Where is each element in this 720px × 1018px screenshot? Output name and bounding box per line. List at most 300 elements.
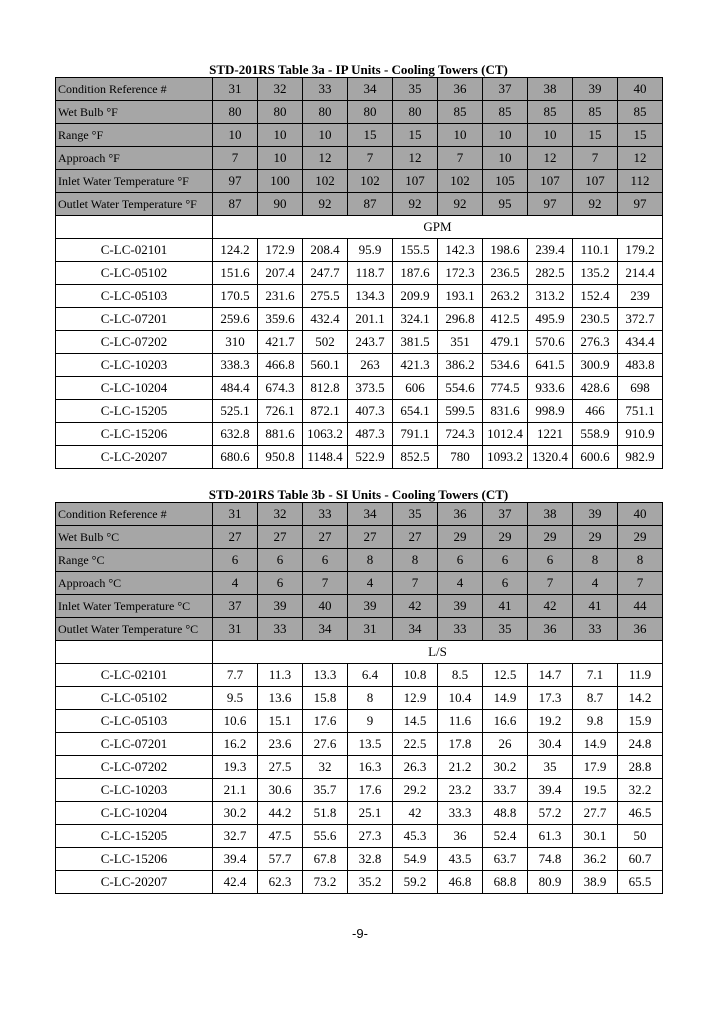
flow-value: 73.2	[303, 871, 348, 894]
condition-value: 102	[348, 170, 393, 193]
condition-value: 38	[528, 503, 573, 526]
condition-value: 29	[438, 526, 483, 549]
condition-value: 39	[573, 503, 618, 526]
flow-value: 386.2	[438, 354, 483, 377]
condition-value: 102	[303, 170, 348, 193]
condition-value: 10	[528, 124, 573, 147]
flow-value: 381.5	[393, 331, 438, 354]
condition-value: 15	[348, 124, 393, 147]
flow-value: 17.3	[528, 687, 573, 710]
condition-value: 6	[258, 572, 303, 595]
flow-value: 263	[348, 354, 393, 377]
condition-value: 97	[528, 193, 573, 216]
flow-value: 13.6	[258, 687, 303, 710]
flow-value: 338.3	[213, 354, 258, 377]
flow-value: 19.2	[528, 710, 573, 733]
condition-value: 80	[213, 101, 258, 124]
flow-value: 751.1	[618, 400, 663, 423]
condition-value: 85	[573, 101, 618, 124]
flow-value: 48.8	[483, 802, 528, 825]
flow-value: 65.5	[618, 871, 663, 894]
flow-value: 484.4	[213, 377, 258, 400]
flow-value: 7.1	[573, 664, 618, 687]
flow-value: 14.7	[528, 664, 573, 687]
flow-value: 42	[393, 802, 438, 825]
flow-value: 982.9	[618, 446, 663, 469]
condition-value: 90	[258, 193, 303, 216]
condition-value: 12	[528, 147, 573, 170]
condition-value: 6	[213, 549, 258, 572]
condition-value: 41	[573, 595, 618, 618]
flow-value: 872.1	[303, 400, 348, 423]
flow-value: 15.8	[303, 687, 348, 710]
flow-value: 187.6	[393, 262, 438, 285]
flow-value: 198.6	[483, 239, 528, 262]
flow-value: 38.9	[573, 871, 618, 894]
condition-value: 7	[213, 147, 258, 170]
flow-value: 35.2	[348, 871, 393, 894]
condition-value: 33	[258, 618, 303, 641]
flow-value: 11.6	[438, 710, 483, 733]
condition-value: 7	[618, 572, 663, 595]
condition-value: 6	[303, 549, 348, 572]
flow-value: 27.3	[348, 825, 393, 848]
flow-value: 950.8	[258, 446, 303, 469]
flow-value: 33.7	[483, 779, 528, 802]
condition-label: Range °C	[56, 549, 213, 572]
condition-row	[56, 572, 663, 595]
condition-value: 31	[348, 618, 393, 641]
flow-value: 372.7	[618, 308, 663, 331]
condition-value: 41	[483, 595, 528, 618]
condition-value: 7	[303, 572, 348, 595]
flow-value: 17.6	[348, 779, 393, 802]
flow-value: 933.6	[528, 377, 573, 400]
flow-value: 300.9	[573, 354, 618, 377]
condition-value: 10	[258, 124, 303, 147]
condition-value: 31	[213, 78, 258, 101]
flow-value: 9	[348, 710, 393, 733]
model-name: C-LC-07202	[56, 756, 213, 779]
table-title: STD-201RS Table 3a - IP Units - Cooling Towers (CT)	[209, 62, 508, 77]
flow-value: 831.6	[483, 400, 528, 423]
condition-value: 29	[528, 526, 573, 549]
condition-value: 44	[618, 595, 663, 618]
condition-value: 105	[483, 170, 528, 193]
flow-value: 525.1	[213, 400, 258, 423]
flow-value: 434.4	[618, 331, 663, 354]
model-name: C-LC-15205	[56, 825, 213, 848]
condition-value: 37	[483, 503, 528, 526]
condition-value: 107	[528, 170, 573, 193]
condition-value: 32	[258, 503, 303, 526]
condition-row	[56, 170, 663, 193]
model-name: C-LC-07201	[56, 733, 213, 756]
flow-value: 35.7	[303, 779, 348, 802]
flow-value: 6.4	[348, 664, 393, 687]
flow-value: 16.3	[348, 756, 393, 779]
flow-value: 359.6	[258, 308, 303, 331]
flow-value: 155.5	[393, 239, 438, 262]
condition-value: 32	[258, 78, 303, 101]
condition-value: 80	[348, 101, 393, 124]
flow-value: 25.1	[348, 802, 393, 825]
condition-value: 40	[618, 503, 663, 526]
condition-value: 107	[573, 170, 618, 193]
flow-value: 44.2	[258, 802, 303, 825]
flow-value: 15.9	[618, 710, 663, 733]
condition-value: 35	[393, 78, 438, 101]
condition-value: 39	[348, 595, 393, 618]
condition-value: 80	[303, 101, 348, 124]
condition-value: 36	[618, 618, 663, 641]
condition-value: 33	[303, 503, 348, 526]
flow-value: 680.6	[213, 446, 258, 469]
condition-value: 97	[213, 170, 258, 193]
flow-value: 23.6	[258, 733, 303, 756]
flow-value: 14.9	[573, 733, 618, 756]
table-row	[56, 400, 663, 423]
flow-value: 910.9	[618, 423, 663, 446]
flow-value: 13.5	[348, 733, 393, 756]
flow-value: 558.9	[573, 423, 618, 446]
flow-value: 214.4	[618, 262, 663, 285]
flow-value: 12.5	[483, 664, 528, 687]
flow-value: 373.5	[348, 377, 393, 400]
flow-value: 1093.2	[483, 446, 528, 469]
condition-label: Inlet Water Temperature °C	[56, 595, 213, 618]
condition-value: 27	[393, 526, 438, 549]
condition-value: 31	[213, 503, 258, 526]
flow-value: 172.9	[258, 239, 303, 262]
table-title: STD-201RS Table 3b - SI Units - Cooling Towers (CT)	[208, 487, 509, 502]
condition-value: 85	[438, 101, 483, 124]
flow-value: 67.8	[303, 848, 348, 871]
table-row	[56, 710, 663, 733]
flow-value: 27.5	[258, 756, 303, 779]
model-name: C-LC-07201	[56, 308, 213, 331]
condition-value: 34	[303, 618, 348, 641]
flow-value: 26	[483, 733, 528, 756]
data-table	[55, 502, 663, 894]
model-name: C-LC-10204	[56, 377, 213, 400]
condition-value: 38	[528, 78, 573, 101]
table-row	[56, 733, 663, 756]
condition-value: 37	[213, 595, 258, 618]
table-row	[56, 825, 663, 848]
condition-value: 10	[213, 124, 258, 147]
condition-value: 34	[393, 618, 438, 641]
flow-value: 1148.4	[303, 446, 348, 469]
model-name: C-LC-20207	[56, 446, 213, 469]
condition-value: 8	[348, 549, 393, 572]
condition-value: 33	[438, 618, 483, 641]
condition-value: 39	[573, 78, 618, 101]
condition-value: 80	[393, 101, 438, 124]
page-number: -9-	[352, 926, 368, 941]
condition-value: 27	[213, 526, 258, 549]
condition-value: 29	[483, 526, 528, 549]
model-name: C-LC-10204	[56, 802, 213, 825]
flow-value: 207.4	[258, 262, 303, 285]
condition-label: Outlet Water Temperature °C	[56, 618, 213, 641]
flow-value: 17.9	[573, 756, 618, 779]
flow-value: 43.5	[438, 848, 483, 871]
condition-value: 95	[483, 193, 528, 216]
flow-value: 487.3	[348, 423, 393, 446]
condition-value: 102	[438, 170, 483, 193]
table-body	[56, 78, 663, 469]
condition-row	[56, 101, 663, 124]
condition-row	[56, 595, 663, 618]
flow-value: 22.5	[393, 733, 438, 756]
condition-value: 39	[438, 595, 483, 618]
condition-value: 4	[438, 572, 483, 595]
condition-value: 35	[483, 618, 528, 641]
model-name: C-LC-07202	[56, 331, 213, 354]
model-name: C-LC-02101	[56, 664, 213, 687]
flow-value: 554.6	[438, 377, 483, 400]
flow-value: 8.5	[438, 664, 483, 687]
flow-value: 95.9	[348, 239, 393, 262]
flow-value: 407.3	[348, 400, 393, 423]
table-3b-section	[55, 488, 662, 894]
condition-label: Approach °F	[56, 147, 213, 170]
flow-value: 142.3	[438, 239, 483, 262]
condition-value: 27	[258, 526, 303, 549]
table-row	[56, 308, 663, 331]
flow-value: 9.5	[213, 687, 258, 710]
flow-value: 35	[528, 756, 573, 779]
condition-label: Condition Reference #	[56, 78, 213, 101]
condition-value: 7	[573, 147, 618, 170]
flow-value: 30.2	[213, 802, 258, 825]
flow-value: 74.8	[528, 848, 573, 871]
flow-value: 313.2	[528, 285, 573, 308]
condition-label: Inlet Water Temperature °F	[56, 170, 213, 193]
table-row	[56, 848, 663, 871]
flow-value: 13.3	[303, 664, 348, 687]
condition-row	[56, 503, 663, 526]
flow-value: 641.5	[528, 354, 573, 377]
table-row	[56, 262, 663, 285]
flow-value: 282.5	[528, 262, 573, 285]
table-row	[56, 446, 663, 469]
flow-value: 412.5	[483, 308, 528, 331]
condition-value: 92	[438, 193, 483, 216]
flow-value: 46.5	[618, 802, 663, 825]
condition-row	[56, 618, 663, 641]
condition-value: 15	[573, 124, 618, 147]
flow-value: 32.8	[348, 848, 393, 871]
condition-value: 4	[213, 572, 258, 595]
condition-value: 36	[438, 78, 483, 101]
flow-value: 59.2	[393, 871, 438, 894]
condition-value: 6	[483, 549, 528, 572]
flow-value: 54.9	[393, 848, 438, 871]
condition-value: 12	[303, 147, 348, 170]
flow-value: 351	[438, 331, 483, 354]
flow-value: 428.6	[573, 377, 618, 400]
flow-value: 47.5	[258, 825, 303, 848]
flow-value: 29.2	[393, 779, 438, 802]
condition-value: 27	[348, 526, 393, 549]
flow-value: 201.1	[348, 308, 393, 331]
flow-value: 19.5	[573, 779, 618, 802]
flow-value: 599.5	[438, 400, 483, 423]
flow-value: 7.7	[213, 664, 258, 687]
flow-value: 36.2	[573, 848, 618, 871]
condition-value: 29	[573, 526, 618, 549]
condition-label: Range °F	[56, 124, 213, 147]
table-row	[56, 377, 663, 400]
flow-value: 118.7	[348, 262, 393, 285]
flow-value: 724.3	[438, 423, 483, 446]
flow-value: 14.5	[393, 710, 438, 733]
flow-value: 600.6	[573, 446, 618, 469]
flow-value: 179.2	[618, 239, 663, 262]
flow-value: 259.6	[213, 308, 258, 331]
flow-value: 52.4	[483, 825, 528, 848]
flow-value: 151.6	[213, 262, 258, 285]
condition-value: 15	[618, 124, 663, 147]
condition-label: Approach °C	[56, 572, 213, 595]
flow-value: 14.9	[483, 687, 528, 710]
flow-value: 310	[213, 331, 258, 354]
condition-value: 6	[483, 572, 528, 595]
condition-label: Outlet Water Temperature °F	[56, 193, 213, 216]
table-row	[56, 664, 663, 687]
condition-value: 36	[528, 618, 573, 641]
condition-row	[56, 193, 663, 216]
model-name: C-LC-05102	[56, 687, 213, 710]
condition-value: 4	[348, 572, 393, 595]
flow-value: 51.8	[303, 802, 348, 825]
flow-value: 8	[348, 687, 393, 710]
condition-value: 8	[573, 549, 618, 572]
flow-value: 11.3	[258, 664, 303, 687]
condition-value: 7	[348, 147, 393, 170]
flow-value: 8.7	[573, 687, 618, 710]
model-name: C-LC-15206	[56, 423, 213, 446]
flow-value: 39.4	[213, 848, 258, 871]
condition-row	[56, 526, 663, 549]
flow-value: 726.1	[258, 400, 303, 423]
flow-value: 606	[393, 377, 438, 400]
flow-value: 9.8	[573, 710, 618, 733]
flow-value: 466	[573, 400, 618, 423]
condition-value: 87	[213, 193, 258, 216]
condition-value: 34	[348, 503, 393, 526]
flow-value: 57.7	[258, 848, 303, 871]
flow-value: 36	[438, 825, 483, 848]
flow-value: 32	[303, 756, 348, 779]
table-3a-section	[55, 63, 662, 469]
flow-value: 24.8	[618, 733, 663, 756]
flow-value: 10.8	[393, 664, 438, 687]
condition-value: 100	[258, 170, 303, 193]
flow-value: 30.6	[258, 779, 303, 802]
condition-value: 92	[573, 193, 618, 216]
condition-value: 10	[483, 124, 528, 147]
flow-value: 80.9	[528, 871, 573, 894]
flow-value: 124.2	[213, 239, 258, 262]
condition-value: 29	[618, 526, 663, 549]
condition-value: 8	[393, 549, 438, 572]
flow-value: 110.1	[573, 239, 618, 262]
condition-value: 4	[573, 572, 618, 595]
condition-value: 31	[213, 618, 258, 641]
flow-value: 27.6	[303, 733, 348, 756]
flow-value: 483.8	[618, 354, 663, 377]
table-row	[56, 354, 663, 377]
condition-value: 10	[303, 124, 348, 147]
flow-value: 68.8	[483, 871, 528, 894]
flow-value: 21.1	[213, 779, 258, 802]
flow-value: 62.3	[258, 871, 303, 894]
condition-value: 42	[393, 595, 438, 618]
flow-value: 774.5	[483, 377, 528, 400]
model-name: C-LC-10203	[56, 779, 213, 802]
flow-value: 275.5	[303, 285, 348, 308]
condition-value: 15	[393, 124, 438, 147]
flow-value: 263.2	[483, 285, 528, 308]
table-row	[56, 423, 663, 446]
condition-value: 92	[393, 193, 438, 216]
flow-value: 522.9	[348, 446, 393, 469]
condition-value: 40	[303, 595, 348, 618]
condition-value: 37	[483, 78, 528, 101]
condition-value: 33	[303, 78, 348, 101]
condition-value: 12	[393, 147, 438, 170]
table-row	[56, 802, 663, 825]
flow-value: 674.3	[258, 377, 303, 400]
flow-value: 17.8	[438, 733, 483, 756]
flow-value: 32.7	[213, 825, 258, 848]
flow-value: 495.9	[528, 308, 573, 331]
model-name: C-LC-05103	[56, 710, 213, 733]
flow-value: 16.2	[213, 733, 258, 756]
table-body	[56, 503, 663, 894]
condition-value: 107	[393, 170, 438, 193]
model-name: C-LC-15206	[56, 848, 213, 871]
flow-value: 1320.4	[528, 446, 573, 469]
table-row	[56, 871, 663, 894]
condition-value: 10	[483, 147, 528, 170]
flow-value: 170.5	[213, 285, 258, 308]
condition-row	[56, 78, 663, 101]
flow-value: 239	[618, 285, 663, 308]
flow-value: 45.3	[393, 825, 438, 848]
flow-value: 881.6	[258, 423, 303, 446]
flow-value: 560.1	[303, 354, 348, 377]
table-row	[56, 756, 663, 779]
flow-value: 10.6	[213, 710, 258, 733]
flow-value: 231.6	[258, 285, 303, 308]
flow-value: 26.3	[393, 756, 438, 779]
flow-value: 570.6	[528, 331, 573, 354]
model-name: C-LC-05102	[56, 262, 213, 285]
flow-value: 61.3	[528, 825, 573, 848]
model-name: C-LC-05103	[56, 285, 213, 308]
flow-value: 12.9	[393, 687, 438, 710]
flow-value: 791.1	[393, 423, 438, 446]
flow-value: 296.8	[438, 308, 483, 331]
condition-value: 7	[438, 147, 483, 170]
flow-value: 276.3	[573, 331, 618, 354]
unit-label: GPM	[213, 216, 663, 239]
flow-value: 19.3	[213, 756, 258, 779]
